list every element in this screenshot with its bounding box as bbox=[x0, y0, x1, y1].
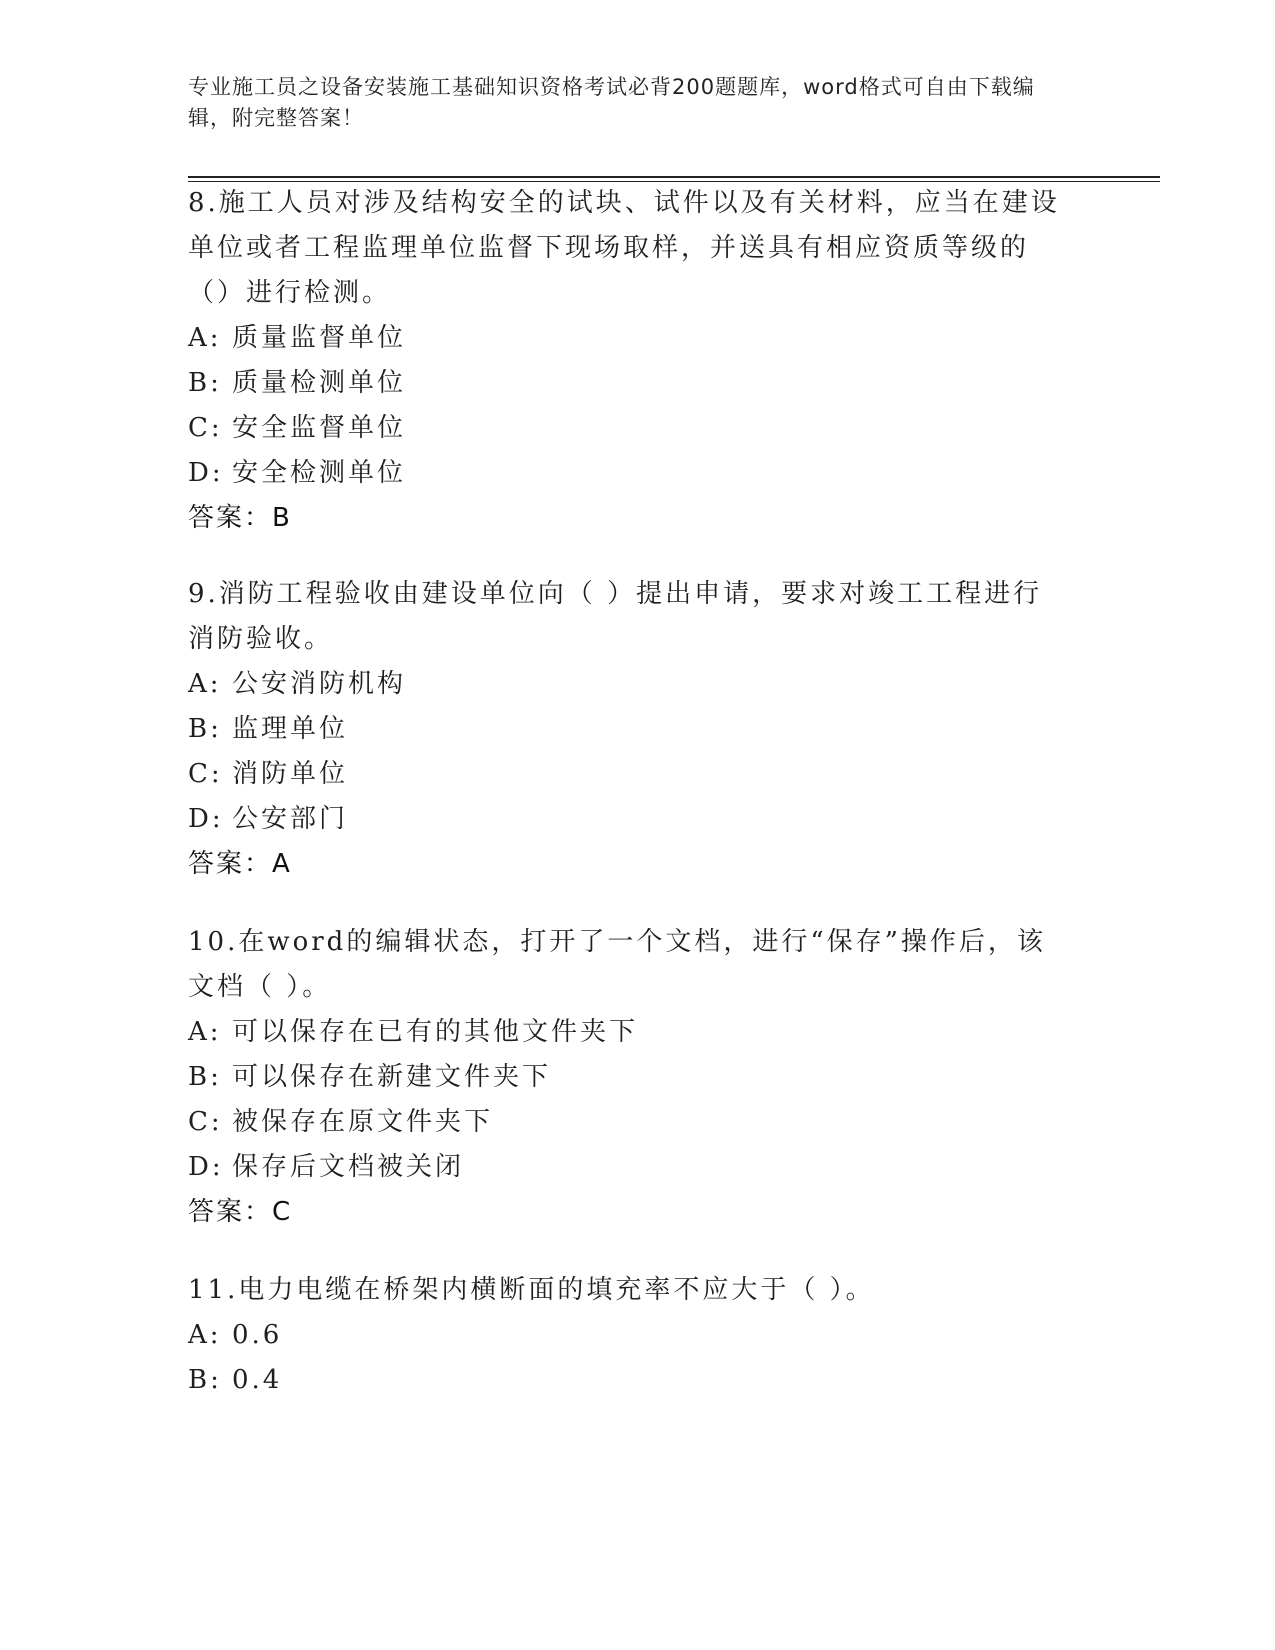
answer-label: 答案：A bbox=[188, 849, 292, 879]
option-text: 0.4 bbox=[232, 1365, 283, 1395]
option-b bbox=[188, 1358, 1068, 1403]
option-letter: C: bbox=[188, 413, 223, 443]
option-letter: B: bbox=[188, 368, 222, 398]
question-11 bbox=[188, 1268, 1068, 1403]
option-letter: B: bbox=[188, 714, 222, 744]
answer-label: 答案：C bbox=[188, 1197, 293, 1227]
option-c bbox=[188, 1100, 1068, 1145]
document-header: 专业施工员之设备安装施工基础知识资格考试必背200题题库，word格式可自由下载编辑，附完整答案！ bbox=[188, 75, 1035, 130]
option-a bbox=[188, 1313, 1068, 1358]
option-letter: A: bbox=[188, 669, 222, 699]
option-letter: B: bbox=[188, 1062, 222, 1092]
option-letter: A: bbox=[188, 1320, 222, 1350]
question-9 bbox=[188, 572, 1068, 887]
option-d bbox=[188, 1145, 1068, 1190]
option-text: 安全检测单位 bbox=[232, 458, 407, 488]
option-a bbox=[188, 316, 1068, 361]
question-stem: 9.消防工程验收由建设单位向（ ）提出申请，要求对竣工工程进行消防验收。 bbox=[188, 579, 1043, 654]
option-c bbox=[188, 406, 1068, 451]
option-text: 0.6 bbox=[232, 1320, 283, 1350]
question-stem: 10.在word的编辑状态，打开了一个文档，进行“保存”操作后，该文档（ ）。 bbox=[188, 927, 1046, 1002]
option-letter: C: bbox=[188, 1107, 223, 1137]
option-text: 质量检测单位 bbox=[232, 368, 407, 398]
option-text: 监理单位 bbox=[232, 714, 349, 744]
option-letter: D: bbox=[188, 1152, 224, 1182]
option-text: 被保存在原文件夹下 bbox=[232, 1107, 494, 1137]
option-b bbox=[188, 1055, 1068, 1100]
option-d bbox=[188, 451, 1068, 496]
option-letter: D: bbox=[188, 804, 224, 834]
question-10 bbox=[188, 920, 1068, 1235]
option-letter: A: bbox=[188, 323, 222, 353]
option-text: 安全监督单位 bbox=[232, 413, 407, 443]
option-text: 保存后文档被关闭 bbox=[232, 1152, 465, 1182]
option-letter: D: bbox=[188, 458, 224, 488]
option-a bbox=[188, 1010, 1068, 1055]
question-8 bbox=[188, 181, 1068, 541]
option-a bbox=[188, 662, 1068, 707]
option-text: 可以保存在新建文件夹下 bbox=[232, 1062, 552, 1092]
option-text: 消防单位 bbox=[232, 759, 349, 789]
option-b bbox=[188, 361, 1068, 406]
option-letter: C: bbox=[188, 759, 223, 789]
option-d bbox=[188, 797, 1068, 842]
answer-label: 答案：B bbox=[188, 503, 292, 533]
header-divider-thick bbox=[188, 176, 1160, 178]
option-text: 公安部门 bbox=[232, 804, 349, 834]
option-text: 公安消防机构 bbox=[232, 669, 407, 699]
question-stem: 8.施工人员对涉及结构安全的试块、试件以及有关材料，应当在建设单位或者工程监理单位监督下现场取样，并送具有相应资质等级的（）进行检测。 bbox=[188, 188, 1060, 308]
option-b bbox=[188, 707, 1068, 752]
question-stem: 11.电力电缆在桥架内横断面的填充率不应大于（ ）。 bbox=[188, 1275, 875, 1305]
option-letter: A: bbox=[188, 1017, 222, 1047]
option-text: 质量监督单位 bbox=[232, 323, 407, 353]
option-letter: B: bbox=[188, 1365, 222, 1395]
option-c bbox=[188, 752, 1068, 797]
option-text: 可以保存在已有的其他文件夹下 bbox=[232, 1017, 639, 1047]
